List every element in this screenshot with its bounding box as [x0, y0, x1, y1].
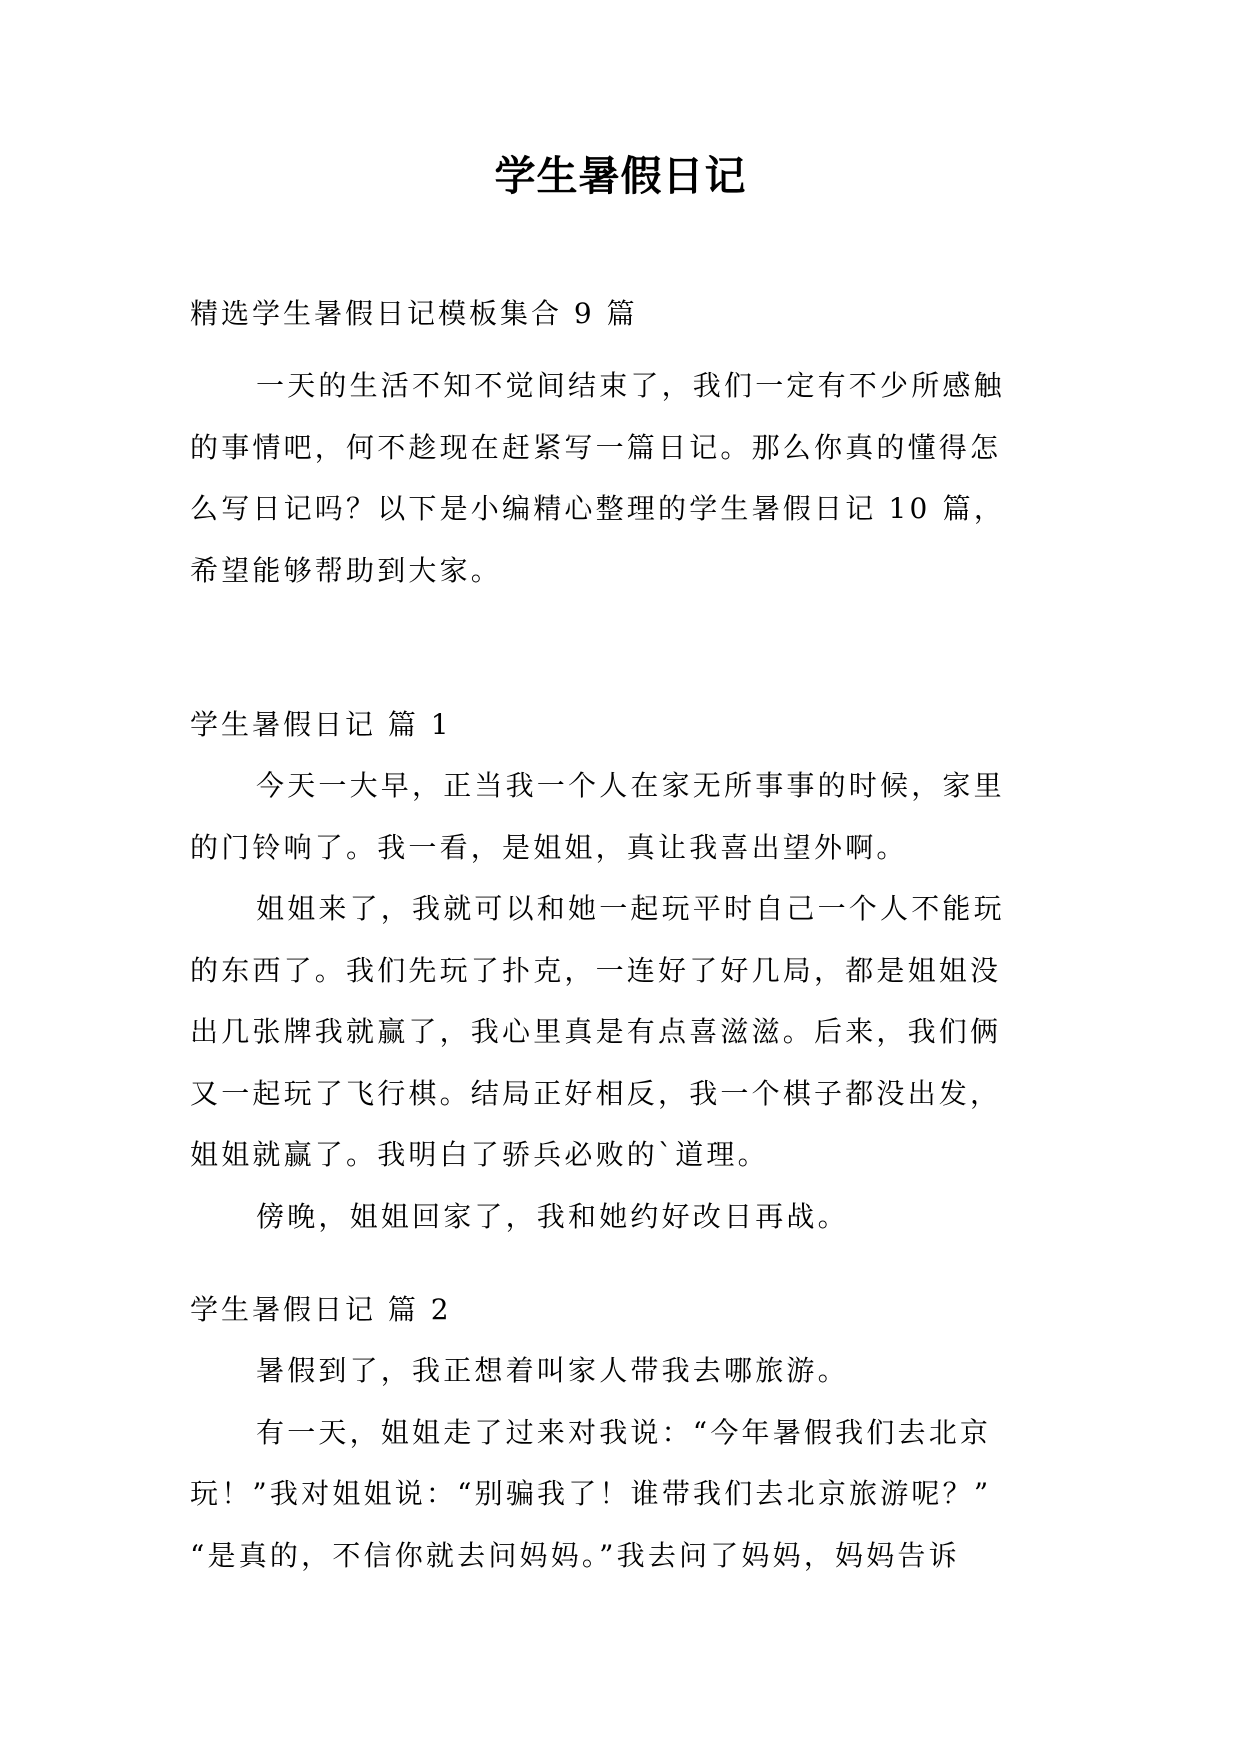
body-line: 玩！”我对姐姐说：“别骗我了！谁带我们去北京旅游呢？” [190, 1477, 992, 1510]
body-line: 傍晚，姐姐回家了，我和她约好改日再战。 [256, 1199, 849, 1233]
intro-paragraph [190, 355, 1060, 601]
body-line: 姐姐来了，我就可以和她一起玩平时自己一个人不能玩 [256, 892, 1005, 925]
intro-line: 希望能够帮助到大家。 [190, 553, 503, 587]
section-heading-1: 学生暑假日记 篇 1 [190, 708, 452, 741]
section-body-2 [190, 1340, 1060, 1586]
body-line: “是真的，不信你就去问妈妈。”我去问了妈妈，妈妈告诉 [190, 1538, 960, 1572]
intro-line: 一天的生活不知不觉间结束了，我们一定有不少所感触 [256, 369, 1005, 402]
document-subtitle: 精选学生暑假日记模板集合 9 篇 [190, 297, 638, 330]
section-heading-2: 学生暑假日记 篇 2 [190, 1293, 452, 1326]
body-line: 又一起玩了飞行棋。结局正好相反，我一个棋子都没出发， [190, 1076, 1002, 1110]
body-line: 姐姐就赢了。我明白了骄兵必败的`道理。 [190, 1138, 769, 1171]
intro-line: 么写日记吗？以下是小编精心整理的学生暑假日记 10 篇， [190, 492, 1006, 525]
body-line: 的门铃响了。我一看，是姐姐，真让我喜出望外啊。 [190, 830, 908, 864]
body-line: 的东西了。我们先玩了扑克，一连好了好几局，都是姐姐没 [190, 953, 1002, 987]
section-body-1 [190, 755, 1060, 1247]
intro-line: 的事情吧，何不趁现在赶紧写一篇日记。那么你真的懂得怎 [190, 430, 1002, 464]
body-line: 暑假到了，我正想着叫家人带我去哪旅游。 [256, 1354, 849, 1387]
body-line: 出几张牌我就赢了，我心里真是有点喜滋滋。后来，我们俩 [190, 1015, 1002, 1048]
document-title: 学生暑假日记 [494, 152, 747, 200]
body-line: 有一天，姐姐走了过来对我说：“今年暑假我们去北京 [256, 1415, 992, 1449]
body-line: 今天一大早，正当我一个人在家无所事事的时候，家里 [256, 769, 1005, 802]
